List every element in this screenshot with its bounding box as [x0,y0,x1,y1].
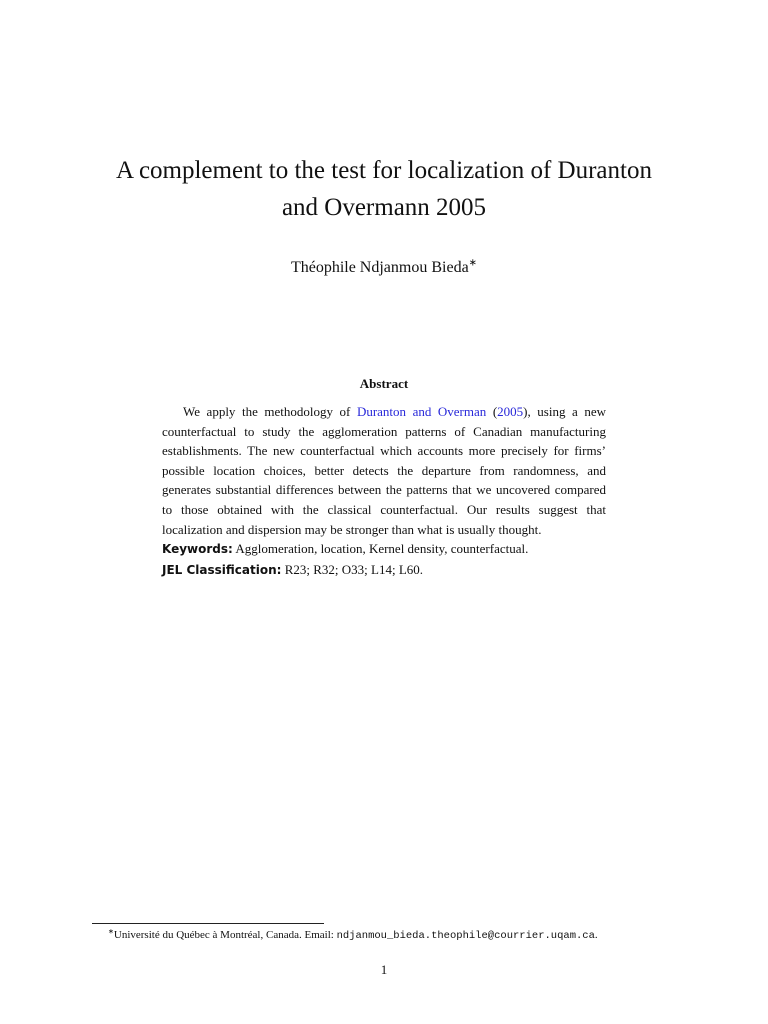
author-footnote-marker[interactable]: ∗ [468,257,478,269]
footnote-marker: ∗ [108,927,114,936]
abstract-body [162,402,606,580]
paper-title [60,152,708,226]
keywords-value: Agglomeration, location, Kernel density, counterfactual. [232,541,529,557]
abstract-text-rest: a new counterfactual to study the agglomeration patterns of Canadian manufacturing establishments. The new counterfactual which accounts more precisely for firms’ possible location choices, better detects the departure from randomness, and generates substantial differences between the patterns that we uncovered compared to those obtained with the classical counterfactual. Our results suggest that localization and dispersion may be stronger than what is usually thought. [162,404,606,537]
citation-close: ), using [523,404,566,419]
footnote-email[interactable]: ndjanmou_bieda.theophile@courrier.uqam.ca [336,930,595,942]
title-line-2: and Overmann 2005 [281,194,487,221]
citation-open: ( [486,404,498,419]
citation-authors-link[interactable]: Duranton and Overman [356,404,487,419]
jel-label: JEL Classification: [162,562,282,577]
author-name: Théophile Ndjanmou Bieda [290,259,469,276]
jel-line [162,560,606,581]
footnote-end: . [594,929,598,941]
keywords-line [162,539,606,560]
author-line [60,258,708,278]
abstract-paragraph [162,402,606,539]
keywords-label: Keywords: [162,542,233,557]
page-number: 1 [380,962,388,977]
abstract-heading: Abstract [359,376,409,391]
footnote-affiliation: Université du Québec à Montréal, Canada. Email: [113,929,337,941]
footnote-divider [92,923,324,924]
abstract-text-start: We apply the methodology of [183,404,357,419]
title-line-1: A complement to the test for localization of Duranton [116,157,652,184]
author-footnote [108,928,708,943]
citation-year-link[interactable]: 2005 [497,404,524,419]
jel-value: R23; R32; O33; L14; L60. [281,561,424,577]
